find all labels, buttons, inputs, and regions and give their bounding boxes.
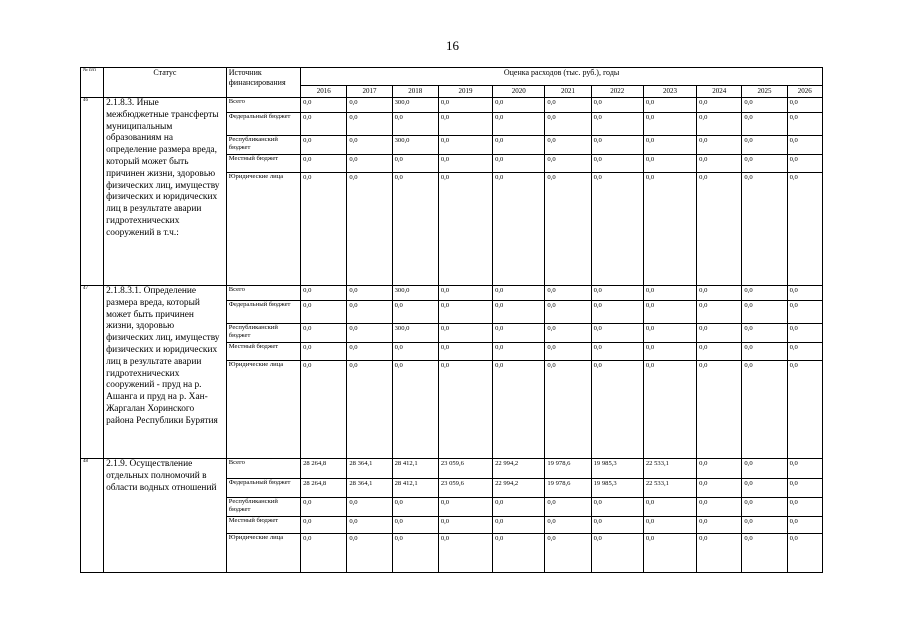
expense-value-cell: 0,0	[643, 98, 696, 113]
expense-value-cell: 0,0	[301, 301, 347, 324]
expense-value-cell: 0,0	[697, 155, 742, 173]
expense-value-cell: 0,0	[493, 361, 545, 459]
expense-value-cell: 0,0	[545, 286, 591, 301]
header-year: 2024	[697, 86, 742, 98]
header-source: Источник финансирования	[226, 68, 300, 98]
funding-source-cell: Местный бюджет	[226, 343, 300, 361]
expense-value-cell: 0,0	[545, 173, 591, 286]
table-row	[81, 286, 823, 301]
expense-value-cell: 0,0	[392, 517, 438, 534]
expense-value-cell: 28 412,1	[392, 479, 438, 498]
expense-value-cell: 0,0	[392, 155, 438, 173]
table-row	[81, 98, 823, 113]
expense-value-cell: 0,0	[347, 301, 392, 324]
expense-value-cell: 28 264,8	[301, 479, 347, 498]
expense-value-cell: 0,0	[787, 459, 822, 479]
expense-value-cell: 0,0	[438, 113, 492, 136]
header-estimate: Оценка расходов (тыс. руб.), годы	[301, 68, 823, 86]
expense-estimate-table	[80, 67, 823, 573]
expense-value-cell: 300,0	[392, 286, 438, 301]
expense-value-cell: 0,0	[591, 155, 643, 173]
expense-value-cell: 0,0	[742, 498, 787, 517]
expense-value-cell: 0,0	[697, 498, 742, 517]
expense-value-cell: 0,0	[697, 113, 742, 136]
expense-value-cell: 0,0	[787, 479, 822, 498]
expense-value-cell: 0,0	[438, 361, 492, 459]
expense-value-cell: 22 994,2	[493, 479, 545, 498]
expense-value-cell: 0,0	[545, 324, 591, 343]
expense-value-cell: 0,0	[347, 517, 392, 534]
expense-value-cell: 0,0	[697, 286, 742, 301]
expense-value-cell: 0,0	[438, 324, 492, 343]
expense-value-cell: 0,0	[742, 113, 787, 136]
expense-value-cell: 19 985,3	[591, 459, 643, 479]
expense-value-cell: 0,0	[742, 459, 787, 479]
expense-value-cell: 22 533,1	[643, 459, 696, 479]
expense-value-cell: 300,0	[392, 98, 438, 113]
expense-value-cell: 0,0	[787, 286, 822, 301]
expense-value-cell: 0,0	[742, 286, 787, 301]
expense-value-cell: 0,0	[438, 343, 492, 361]
row-number: 47	[81, 286, 104, 459]
expense-value-cell: 0,0	[591, 113, 643, 136]
header-year: 2018	[392, 86, 438, 98]
expense-value-cell: 0,0	[787, 113, 822, 136]
expense-value-cell: 0,0	[591, 498, 643, 517]
expense-value-cell: 0,0	[347, 324, 392, 343]
header-year: 2016	[301, 86, 347, 98]
expense-value-cell: 0,0	[347, 343, 392, 361]
status-cell: 2.1.8.3.1. Определение размера вреда, который может быть причинен жизни, здоровью физических лиц, имуществу физических и юридических лиц в результате аварии гидротехнических сооружений - пруд на р. Ашанга и пруд на р. Хан-Жаргалан Хоринского района Республики Бурятия	[104, 286, 227, 459]
expense-value-cell: 0,0	[742, 173, 787, 286]
expense-value-cell: 0,0	[438, 301, 492, 324]
expense-value-cell: 0,0	[392, 113, 438, 136]
expense-value-cell: 0,0	[742, 324, 787, 343]
table-body	[81, 98, 823, 573]
expense-value-cell: 0,0	[591, 136, 643, 155]
expense-value-cell: 0,0	[301, 498, 347, 517]
expense-value-cell: 0,0	[392, 173, 438, 286]
expense-value-cell: 0,0	[643, 343, 696, 361]
expense-value-cell: 0,0	[742, 98, 787, 113]
expense-value-cell: 0,0	[493, 343, 545, 361]
expense-value-cell: 0,0	[301, 517, 347, 534]
funding-source-cell: Федеральный бюджет	[226, 113, 300, 136]
header-year: 2026	[787, 86, 822, 98]
expense-value-cell: 0,0	[591, 98, 643, 113]
funding-source-cell: Республиканский бюджет	[226, 136, 300, 155]
expense-value-cell: 0,0	[493, 324, 545, 343]
expense-value-cell: 0,0	[742, 136, 787, 155]
funding-source-cell: Юридические лица	[226, 173, 300, 286]
expense-value-cell: 0,0	[438, 98, 492, 113]
expense-value-cell: 0,0	[301, 113, 347, 136]
expense-value-cell: 0,0	[643, 113, 696, 136]
expense-value-cell: 0,0	[392, 301, 438, 324]
expense-value-cell: 0,0	[742, 343, 787, 361]
expense-value-cell: 0,0	[347, 286, 392, 301]
expense-value-cell: 0,0	[493, 155, 545, 173]
expense-value-cell: 300,0	[392, 324, 438, 343]
expense-value-cell: 0,0	[591, 324, 643, 343]
expense-value-cell: 0,0	[787, 534, 822, 573]
header-year: 2019	[438, 86, 492, 98]
expense-value-cell: 0,0	[347, 155, 392, 173]
funding-source-cell: Федеральный бюджет	[226, 301, 300, 324]
expense-value-cell: 0,0	[591, 517, 643, 534]
expense-value-cell: 0,0	[697, 517, 742, 534]
funding-source-cell: Всего	[226, 459, 300, 479]
expense-value-cell: 0,0	[493, 517, 545, 534]
expense-value-cell: 0,0	[591, 173, 643, 286]
expense-value-cell: 0,0	[301, 155, 347, 173]
expense-value-cell: 19 978,6	[545, 459, 591, 479]
header-status: Статус	[104, 68, 227, 98]
expense-value-cell: 0,0	[545, 534, 591, 573]
page-number: 16	[446, 38, 459, 53]
header-year: 2022	[591, 86, 643, 98]
expense-value-cell: 0,0	[493, 286, 545, 301]
expense-value-cell: 0,0	[545, 361, 591, 459]
expense-value-cell: 0,0	[742, 479, 787, 498]
expense-value-cell: 0,0	[392, 534, 438, 573]
expense-value-cell: 0,0	[643, 155, 696, 173]
expense-value-cell: 0,0	[787, 498, 822, 517]
funding-source-cell: Местный бюджет	[226, 517, 300, 534]
expense-value-cell: 0,0	[697, 324, 742, 343]
expense-value-cell: 0,0	[643, 286, 696, 301]
expense-value-cell: 0,0	[347, 173, 392, 286]
expense-value-cell: 0,0	[591, 343, 643, 361]
table-header	[81, 68, 823, 98]
expense-value-cell: 0,0	[545, 155, 591, 173]
expense-value-cell: 0,0	[742, 301, 787, 324]
expense-value-cell: 0,0	[591, 361, 643, 459]
funding-source-cell: Федеральный бюджет	[226, 479, 300, 498]
expense-value-cell: 0,0	[493, 136, 545, 155]
expense-value-cell: 0,0	[438, 517, 492, 534]
expense-value-cell: 0,0	[742, 361, 787, 459]
expense-value-cell: 0,0	[787, 343, 822, 361]
expense-value-cell: 0,0	[545, 517, 591, 534]
expense-value-cell: 0,0	[591, 301, 643, 324]
expense-value-cell: 0,0	[787, 361, 822, 459]
expense-value-cell: 0,0	[787, 173, 822, 286]
expense-value-cell: 0,0	[697, 301, 742, 324]
header-year: 2021	[545, 86, 591, 98]
expense-value-cell: 28 364,1	[347, 479, 392, 498]
expense-value-cell: 0,0	[697, 361, 742, 459]
expense-value-cell: 0,0	[643, 534, 696, 573]
expense-value-cell: 0,0	[643, 517, 696, 534]
expense-value-cell: 19 978,6	[545, 479, 591, 498]
funding-source-cell: Юридические лица	[226, 534, 300, 573]
expense-value-cell: 0,0	[493, 498, 545, 517]
expense-value-cell: 0,0	[493, 173, 545, 286]
expense-value-cell: 0,0	[438, 173, 492, 286]
funding-source-cell: Всего	[226, 286, 300, 301]
header-year: 2017	[347, 86, 392, 98]
expense-value-cell: 0,0	[697, 173, 742, 286]
expense-value-cell: 0,0	[301, 286, 347, 301]
expense-value-cell: 0,0	[545, 343, 591, 361]
expense-value-cell: 0,0	[591, 286, 643, 301]
expense-value-cell: 0,0	[787, 98, 822, 113]
status-cell: 2.1.8.3. Иные межбюджетные трансферты муниципальным образованиям на определение размера вреда, который может быть причинен жизни, здоровью физических лиц, имуществу физических и юридических лиц в результате аварии гидротехнических сооружений в т.ч.:	[104, 98, 227, 286]
expense-value-cell: 0,0	[787, 324, 822, 343]
expense-value-cell: 0,0	[787, 301, 822, 324]
expense-value-cell: 0,0	[301, 173, 347, 286]
expense-value-cell: 0,0	[493, 534, 545, 573]
expense-value-cell: 0,0	[301, 324, 347, 343]
expense-value-cell: 0,0	[347, 361, 392, 459]
expense-value-cell: 0,0	[301, 343, 347, 361]
expense-value-cell: 0,0	[742, 517, 787, 534]
expense-value-cell: 0,0	[392, 361, 438, 459]
row-number: 46	[81, 98, 104, 286]
expense-value-cell: 0,0	[347, 534, 392, 573]
expense-value-cell: 0,0	[643, 173, 696, 286]
expense-value-cell: 0,0	[643, 324, 696, 343]
expense-value-cell: 0,0	[493, 301, 545, 324]
header-year: 2020	[493, 86, 545, 98]
header-year: 2023	[643, 86, 696, 98]
expense-value-cell: 0,0	[347, 113, 392, 136]
expense-value-cell: 0,0	[301, 98, 347, 113]
expense-value-cell: 28 364,1	[347, 459, 392, 479]
expense-value-cell: 0,0	[697, 479, 742, 498]
expense-value-cell: 0,0	[493, 98, 545, 113]
expense-value-cell: 300,0	[392, 136, 438, 155]
expense-value-cell: 0,0	[438, 136, 492, 155]
expense-value-cell: 0,0	[643, 361, 696, 459]
expense-value-cell: 0,0	[742, 534, 787, 573]
expense-value-cell: 22 533,1	[643, 479, 696, 498]
expense-value-cell: 0,0	[787, 517, 822, 534]
expense-value-cell: 0,0	[438, 534, 492, 573]
expense-value-cell: 19 985,3	[591, 479, 643, 498]
expense-value-cell: 0,0	[643, 498, 696, 517]
funding-source-cell: Местный бюджет	[226, 155, 300, 173]
funding-source-cell: Всего	[226, 98, 300, 113]
expense-value-cell: 0,0	[438, 498, 492, 517]
expense-value-cell: 22 994,2	[493, 459, 545, 479]
expense-value-cell: 0,0	[545, 498, 591, 517]
expense-value-cell: 0,0	[697, 136, 742, 155]
expense-value-cell: 0,0	[787, 136, 822, 155]
table-row	[81, 459, 823, 479]
funding-source-cell: Республиканский бюджет	[226, 324, 300, 343]
expense-value-cell: 0,0	[545, 113, 591, 136]
expense-value-cell: 0,0	[301, 136, 347, 155]
expense-value-cell: 0,0	[545, 301, 591, 324]
funding-source-cell: Республиканский бюджет	[226, 498, 300, 517]
expense-value-cell: 0,0	[643, 301, 696, 324]
expense-value-cell: 0,0	[493, 113, 545, 136]
expense-value-cell: 0,0	[591, 534, 643, 573]
expense-value-cell: 0,0	[301, 361, 347, 459]
header-num: № п/п	[81, 68, 104, 98]
expense-value-cell: 0,0	[347, 498, 392, 517]
expense-value-cell: 28 412,1	[392, 459, 438, 479]
expense-value-cell: 0,0	[392, 343, 438, 361]
expense-value-cell: 0,0	[347, 136, 392, 155]
expense-value-cell: 0,0	[438, 286, 492, 301]
funding-source-cell: Юридические лица	[226, 361, 300, 459]
expense-value-cell: 0,0	[787, 155, 822, 173]
expense-value-cell: 0,0	[697, 534, 742, 573]
expense-value-cell: 0,0	[643, 136, 696, 155]
expense-value-cell: 23 059,6	[438, 479, 492, 498]
expense-value-cell: 0,0	[697, 343, 742, 361]
row-number: 48	[81, 459, 104, 573]
status-cell: 2.1.9. Осуществление отдельных полномочий в области водных отношений	[104, 459, 227, 573]
expense-value-cell: 0,0	[438, 155, 492, 173]
expense-value-cell: 0,0	[347, 98, 392, 113]
expense-value-cell: 0,0	[545, 136, 591, 155]
header-year: 2025	[742, 86, 787, 98]
expense-value-cell: 23 059,6	[438, 459, 492, 479]
expense-value-cell: 28 264,8	[301, 459, 347, 479]
expense-value-cell: 0,0	[301, 534, 347, 573]
expense-value-cell: 0,0	[392, 498, 438, 517]
expense-value-cell: 0,0	[742, 155, 787, 173]
expense-value-cell: 0,0	[697, 98, 742, 113]
expense-value-cell: 0,0	[545, 98, 591, 113]
expense-value-cell: 0,0	[697, 459, 742, 479]
